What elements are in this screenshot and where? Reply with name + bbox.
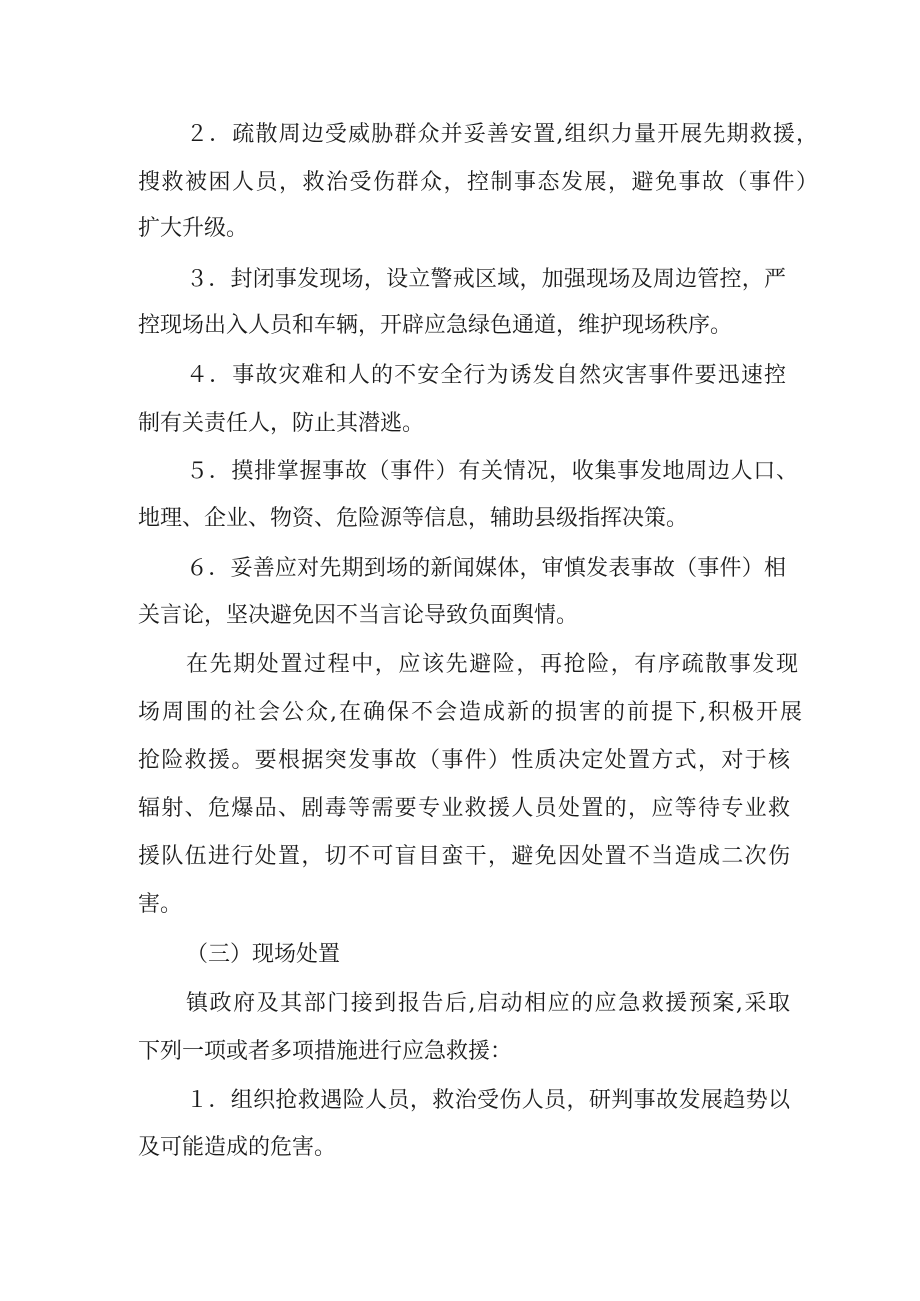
paragraph-6-line-6: 害。: [138, 892, 183, 917]
paragraph-2-line-1: ３．封闭事发现场，设立警戒区域，加强现场及周边管控，严: [186, 267, 786, 292]
paragraph-3-line-1: ４．事故灾难和人的不安全行为诱发自然灾害事件要迅速控: [186, 363, 786, 388]
paragraph-1-line-2: 搜救被困人员，救治受伤群众，控制事态发展，避免事故（事件）: [138, 170, 818, 195]
paragraph-5-line-2: 关言论，坚决避免因不当言论导致负面舆情。: [138, 603, 579, 628]
paragraph-6-line-1: 在先期处置过程中，应该先避险，再抢险，有序疏散事发现: [186, 652, 798, 677]
paragraph-6-line-5: 援队伍进行处置，切不可盲目蛮干，避免因处置不当造成二次伤: [138, 844, 790, 869]
paragraph-4-line-1: ５．摸排掌握事故（事件）有关情况，收集事发地周边人口、: [186, 459, 798, 484]
paragraph-6-line-4: 辐射、危爆品、剧毒等需要专业救援人员处置的，应等待专业救: [138, 796, 790, 821]
paragraph-1-line-3: 扩大升级。: [138, 216, 249, 241]
paragraph-6-line-3: 抢险救援。要根据突发事故（事件）性质决定处置方式，对于核: [138, 748, 790, 773]
paragraph-6-line-2: 场周围的社会公众,在确保不会造成新的损害的前提下,积极开展: [138, 700, 802, 725]
paragraph-8-line-2: 下列一项或者多项措施进行应急救援：: [138, 1039, 513, 1064]
paragraph-2-line-2: 控现场出入人员和车辆，开辟应急绿色通道，维护现场秩序。: [138, 313, 733, 338]
paragraph-8-line-1: 镇政府及其部门接到报告后,启动相应的应急救援预案,采取: [186, 991, 790, 1016]
paragraph-3-line-2: 制有关责任人，防止其潜逃。: [138, 411, 425, 436]
paragraph-1-line-1: ２．疏散周边受威胁群众并妥善安置,组织力量开展先期救援，: [186, 122, 818, 147]
paragraph-5-line-1: ６．妥善应对先期到场的新闻媒体，审慎发表事故（事件）相: [186, 556, 786, 581]
section-heading: （三）现场处置: [186, 942, 341, 967]
paragraph-9-line-2: 及可能造成的危害。: [138, 1135, 337, 1160]
paragraph-9-line-1: １．组织抢救遇险人员，救治受伤人员，研判事故发展趋势以: [186, 1088, 790, 1113]
paragraph-4-line-2: 地理、企业、物资、危险源等信息，辅助县级指挥决策。: [138, 506, 689, 531]
